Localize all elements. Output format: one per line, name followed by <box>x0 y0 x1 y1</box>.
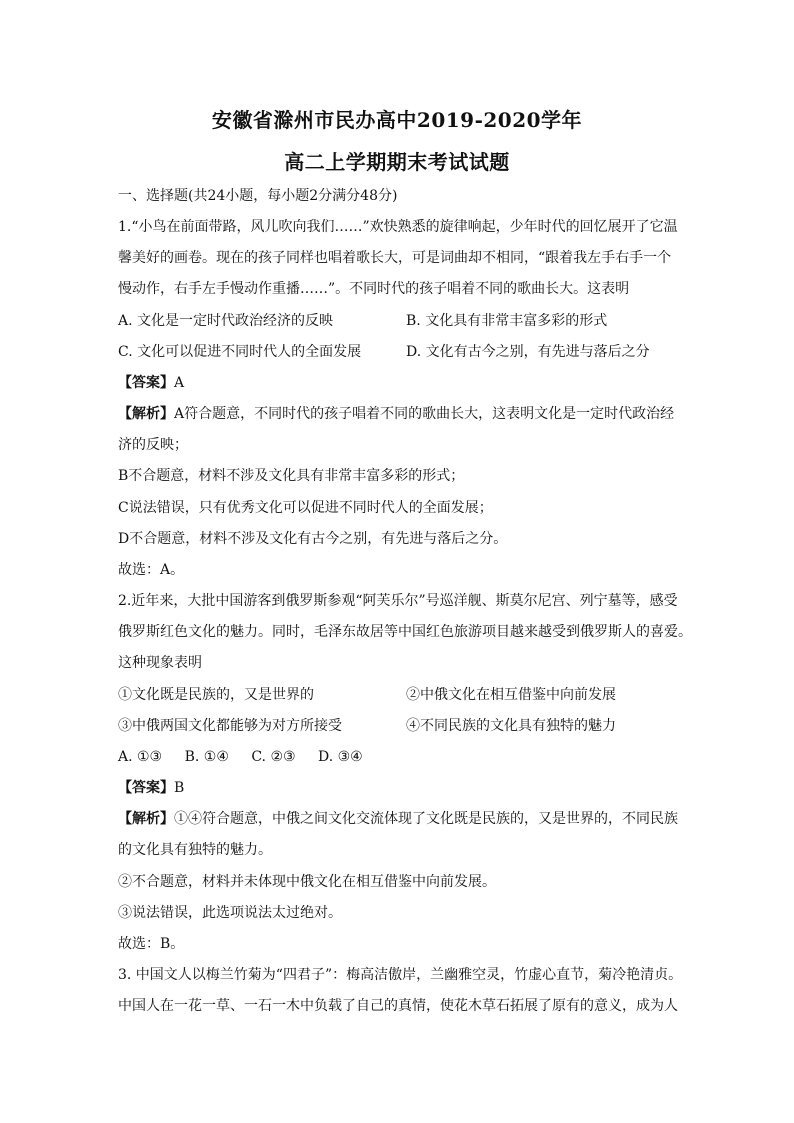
q1-analysis-line <box>118 404 678 424</box>
q1-option-b: B. 文化具有非常丰富多彩的形式 <box>406 313 608 329</box>
q1-stem-line: 馨美好的画卷。现在的孩子同样也唱着歌长大，可是词曲却不相同，“跟着我左手右手一个 <box>118 250 672 266</box>
section-heading: 一、选择题(共24小题，每小题2分满分48分) <box>118 188 398 204</box>
q1-answer <box>118 373 678 393</box>
q1-option-c: C. 文化可以促进不同时代人的全面发展 <box>118 344 362 360</box>
q1-analysis-line: D不合题意，材料不涉及文化有古今之别，有先进与落后之分。 <box>118 531 508 547</box>
q2-conclusion: 故选：B。 <box>118 936 185 952</box>
q1-conclusion: 故选：A。 <box>118 562 185 578</box>
q2-answer <box>118 778 678 798</box>
q2-item-1: ①文化既是民族的，又是世界的 <box>118 687 314 703</box>
q2-answer-value: B <box>174 780 185 796</box>
q2-answer-label: 【答案】 <box>118 780 174 796</box>
q2-item-2: ②中俄文化在相互借鉴中向前发展 <box>406 687 616 703</box>
q1-analysis-line: C说法错误，只有优秀文化可以促进不同时代人的全面发展； <box>118 500 493 516</box>
q2-option-d: D. ③④ <box>318 749 363 765</box>
q1-answer-label: 【答案】 <box>118 375 174 391</box>
q2-items-row1 <box>118 685 678 705</box>
q2-item-4: ④不同民族的文化具有独特的魅力 <box>406 718 616 734</box>
q2-analysis-label: 【解析】 <box>118 811 174 827</box>
q2-analysis-line: ②不合题意，材料并未体现中俄文化在相互借鉴中向前发展。 <box>118 874 496 890</box>
q2-analysis-line: 的文化具有独特的魅力。 <box>118 842 272 858</box>
q2-options-row <box>118 747 678 767</box>
q2-items-row2 <box>118 716 678 736</box>
q2-analysis-line: ③说法错误，此选项说法太过绝对。 <box>118 905 342 921</box>
q3-stem-line: 3. 中国文人以梅兰竹菊为“四君子”：梅高洁傲岸，兰幽雅空灵，竹虚心直节，菊冷艳清贞。 <box>118 967 683 983</box>
q1-option-a: A. 文化是一定时代政治经济的反映 <box>118 313 334 329</box>
q3-stem-line: 中国人在一花一草、一石一木中负载了自己的真情，使花木草石拓展了原有的意义，成为人 <box>118 998 678 1014</box>
q1-analysis-label: 【解析】 <box>118 406 174 422</box>
q2-option-b: B. ①④ <box>184 749 229 765</box>
q2-stem-line: 2.近年来，大批中国游客到俄罗斯参观“阿芙乐尔”号巡洋舰、斯莫尔尼宫、列宁墓等，感受 <box>118 593 678 609</box>
q2-analysis-text: ①④符合题意，中俄之间文化交流体现了文化既是民族的，又是世界的，不同民族 <box>174 811 678 827</box>
document-title-line2: 高二上学期期末考试试题 <box>284 150 510 174</box>
document-title-line1: 安徽省滁州市民办高中2019-2020学年 <box>211 108 583 132</box>
q2-option-a: A. ①③ <box>118 749 163 765</box>
q1-analysis-line: B不合题意，材料不涉及文化具有非常丰富多彩的形式； <box>118 468 465 484</box>
q1-answer-value: A <box>174 375 185 391</box>
q1-stem-line: 1.“小鸟在前面带路，风儿吹向我们……”欢快熟悉的旋律响起，少年时代的回忆展开了它温 <box>118 219 678 235</box>
q1-option-d: D. 文化有古今之别，有先进与落后之分 <box>406 344 650 360</box>
q1-analysis-line: 济的反映； <box>118 437 188 453</box>
q2-option-c: C. ②③ <box>251 749 296 765</box>
q2-stem-line: 俄罗斯红色文化的魅力。同时，毛泽东故居等中国红色旅游项目越来越受到俄罗斯人的喜爱。 <box>118 624 692 640</box>
q1-options-row1 <box>118 311 678 331</box>
q1-analysis-text: A符合题意，不同时代的孩子唱着不同的歌曲长大，这表明文化是一定时代政治经 <box>174 406 675 422</box>
q2-analysis-line <box>118 809 678 829</box>
q2-stem-line: 这种现象表明 <box>118 655 202 671</box>
q1-options-row2 <box>118 342 678 362</box>
q1-stem-line: 慢动作，右手左手慢动作重播……”。不同时代的孩子唱着不同的歌曲长大。这表明 <box>118 281 630 297</box>
q2-item-3: ③中俄两国文化都能够为对方所接受 <box>118 718 342 734</box>
